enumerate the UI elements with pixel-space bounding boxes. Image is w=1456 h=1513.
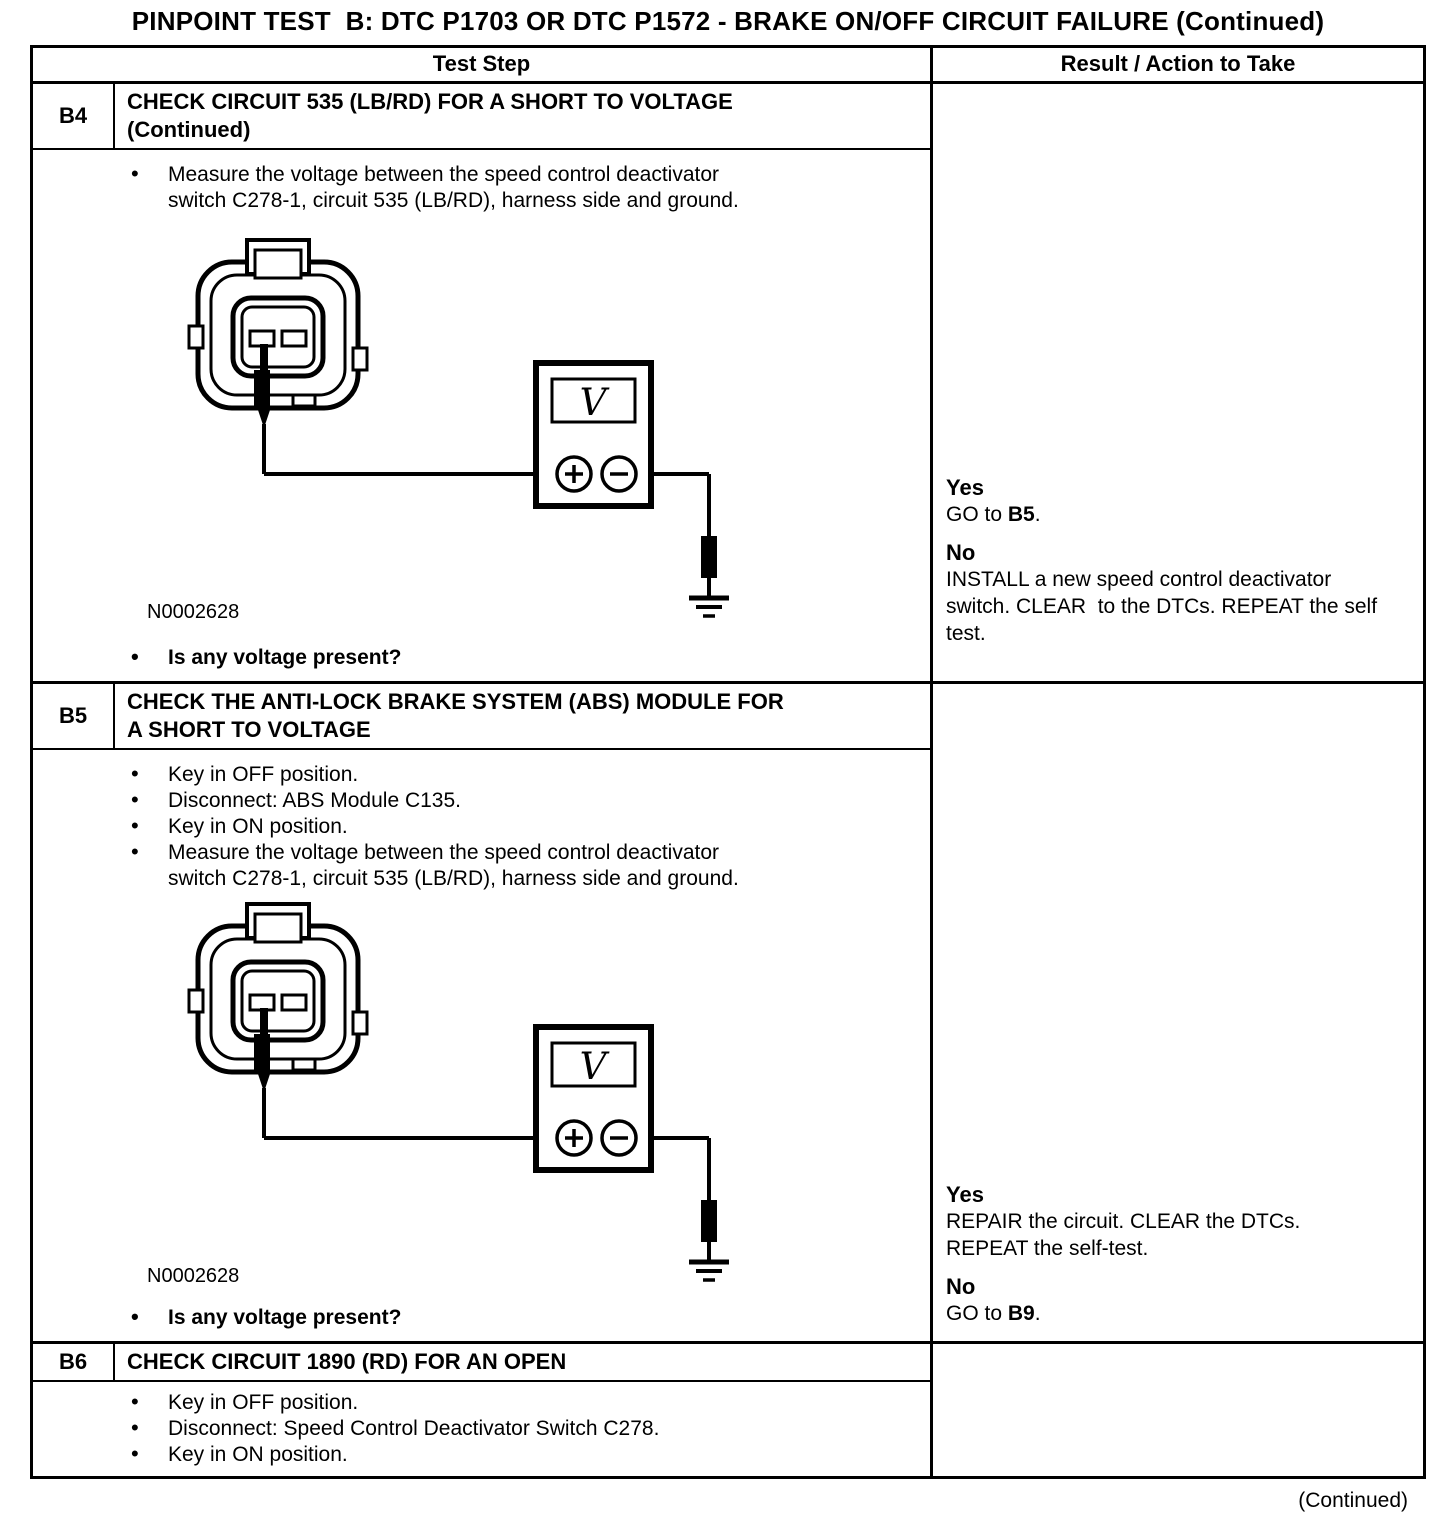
step-title-bar (33, 684, 930, 750)
question (129, 645, 769, 671)
result-cell-b4 (930, 84, 1423, 681)
ground-icon (689, 536, 729, 616)
step-title-line: CHECK CIRCUIT 535 (LB/RD) FOR A SHORT TO VOLTAGE (127, 89, 733, 114)
connector-icon (189, 904, 367, 1072)
pin-slot-left (250, 995, 274, 1010)
wiring-diagram (143, 902, 743, 1292)
result-label-yes: Yes (946, 475, 984, 500)
test-step-cell (33, 684, 930, 1341)
step-title (115, 684, 930, 748)
voltmeter-icon (536, 363, 651, 506)
test-step-row-b6 (33, 1344, 1423, 1476)
result-action-no: INSTALL a new speed control deactivator switch. CLEAR to the DTCs. REPEAT the self test. (946, 568, 1383, 645)
voltmeter-letter: V (579, 1045, 607, 1088)
result-cell-b5 (930, 684, 1423, 1341)
step-title-line: A SHORT TO VOLTAGE (127, 717, 371, 742)
wiring-diagram (143, 238, 743, 628)
figure-label: N0002628 (147, 601, 240, 623)
test-step-row-b5 (33, 684, 1423, 1344)
step-id: B4 (33, 84, 115, 148)
question-text: Is any voltage present? (168, 646, 402, 669)
result-label-yes: Yes (946, 1182, 984, 1207)
instruction-list (33, 1390, 930, 1468)
figure-label: N0002628 (147, 1265, 240, 1287)
step-title-line: CHECK CIRCUIT 1890 (RD) FOR AN OPEN (127, 1349, 567, 1374)
test-step-cell (33, 1344, 930, 1476)
result-action-yes: GO to B5. (946, 503, 1041, 526)
result-action-no: GO to B9. (946, 1302, 1041, 1325)
pin-slot-left (250, 331, 274, 346)
instruction-text: Measure the voltage between the speed control deactivator switch C278-1, circuit 535 (LB/RD), harness side and ground. (168, 163, 739, 212)
result-label-no: No (946, 540, 976, 565)
wiring-diagram-figure (143, 238, 743, 633)
question (129, 1305, 769, 1331)
result-label-no: No (946, 1274, 976, 1299)
step-id: B5 (33, 684, 115, 748)
instruction-text: Key in ON position. (168, 1443, 348, 1466)
instruction-text: Measure the voltage between the speed control deactivator switch C278-1, circuit 535 (LB/RD), harness side and ground. (168, 841, 739, 890)
step-title (115, 84, 930, 148)
question-list (33, 645, 930, 671)
voltmeter-letter: V (579, 381, 607, 424)
instruction-text: Disconnect: ABS Module C135. (168, 789, 461, 812)
question-list (33, 1305, 930, 1331)
instruction-item (129, 1442, 769, 1468)
instruction-text: Key in ON position. (168, 815, 348, 838)
step-body (33, 750, 930, 1341)
instruction-item (129, 762, 769, 788)
result-cell-b6 (930, 1344, 1423, 1476)
instruction-list (33, 762, 930, 892)
step-title (115, 1344, 930, 1380)
instruction-item (129, 162, 769, 214)
instruction-item (129, 814, 769, 840)
instruction-item (129, 1416, 769, 1442)
pinpoint-test-table (30, 45, 1426, 1479)
step-title-bar (33, 84, 930, 150)
instruction-item (129, 840, 769, 892)
connector-icon (189, 240, 367, 408)
step-title-line: (Continued) (127, 117, 251, 142)
step-body (33, 150, 930, 681)
wiring-diagram-figure (143, 902, 743, 1297)
pin-slot-right (282, 331, 306, 346)
question-text: Is any voltage present? (168, 1306, 402, 1329)
instruction-item (129, 788, 769, 814)
instruction-text: Disconnect: Speed Control Deactivator Switch C278. (168, 1417, 660, 1440)
instruction-text: Key in OFF position. (168, 1391, 359, 1414)
result-action-yes: REPAIR the circuit. CLEAR the DTCs. REPEAT the self-test. (946, 1210, 1307, 1260)
test-step-cell (33, 84, 930, 681)
step-id: B6 (33, 1344, 115, 1380)
instruction-text: Key in OFF position. (168, 763, 359, 786)
test-step-row-b4 (33, 84, 1423, 684)
voltmeter-icon (536, 1027, 651, 1170)
column-header-test-step: Test Step (432, 51, 531, 76)
column-header-result-action: Result / Action to Take (930, 48, 1423, 81)
ground-icon (689, 1200, 729, 1280)
pin-slot-right (282, 995, 306, 1010)
instruction-item (129, 1390, 769, 1416)
footer-continued: (Continued) (1298, 1489, 1408, 1512)
page-title: PINPOINT TEST B: DTC P1703 OR DTC P1572 - BRAKE ON/OFF CIRCUIT FAILURE (Continued) (131, 6, 1325, 36)
step-body (33, 1382, 930, 1476)
step-title-bar (33, 1344, 930, 1382)
table-header-row (33, 48, 1423, 84)
instruction-list (33, 162, 930, 214)
step-title-line: CHECK THE ANTI-LOCK BRAKE SYSTEM (ABS) MODULE FOR (127, 689, 784, 714)
